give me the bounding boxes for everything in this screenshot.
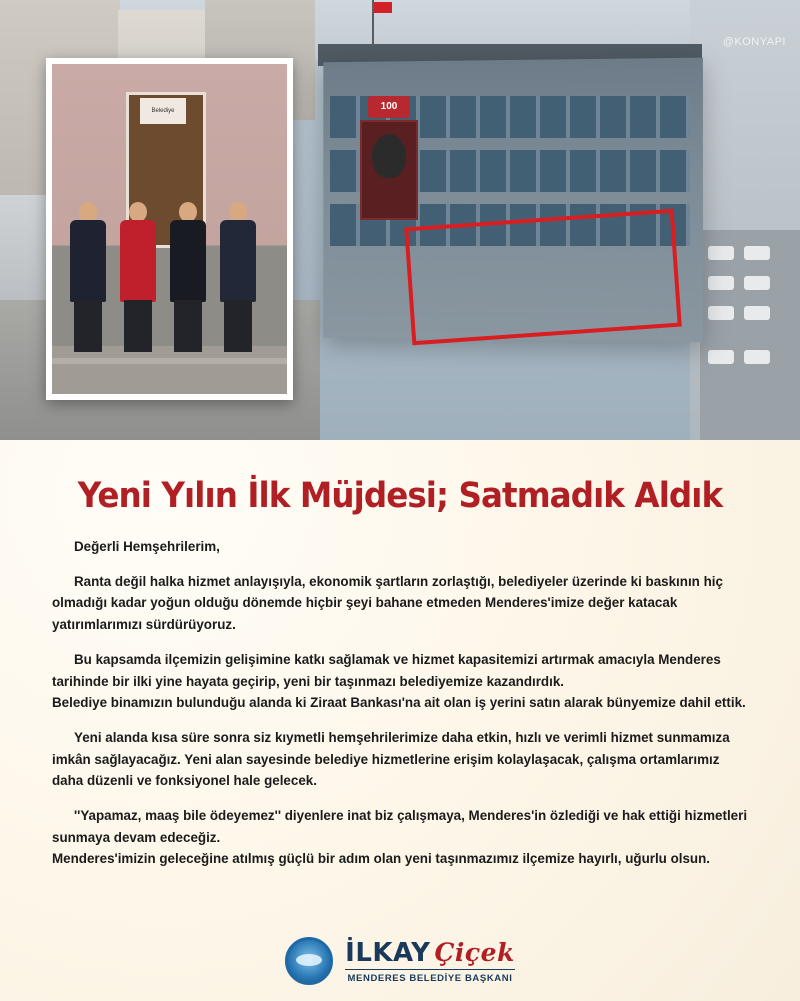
paragraph-3: Belediye binamızın bulunduğu alanda ki Ziraat Bankası'na ait olan iş yerini satın alarak bünyemize dahil ettik. — [52, 695, 746, 711]
turkish-flag — [374, 2, 392, 13]
door-sign: Belediye — [140, 98, 186, 124]
letter-body — [0, 522, 800, 870]
stair-step — [52, 358, 287, 364]
centenary-badge: 100 — [368, 96, 410, 118]
person-3 — [170, 202, 206, 352]
signature-text — [345, 938, 515, 984]
red-highlight-box — [404, 209, 682, 346]
signature-name — [345, 938, 515, 968]
signature-block — [0, 937, 800, 985]
paragraph-4: Yeni alanda kısa süre sonra siz kıymetli hemşehrilerimize daha etkin, hızlı ve verimli hizmet sunmamıza imkân sağlayacağız. Yeni alan sayesinde belediye hizmetlerine erişim kolaylaşacak, çalışma ortamlarımız daha düzenli ve fonksiyonel hale gelecek. — [52, 729, 730, 789]
inset-photo-frame — [46, 58, 293, 400]
inset-photo — [52, 64, 287, 394]
ground — [52, 346, 287, 394]
watermark-text: @KONYAPI — [722, 36, 786, 48]
person-4 — [220, 202, 256, 352]
person-1 — [70, 202, 106, 352]
signature-role: MENDERES BELEDİYE BAŞKANI — [345, 969, 515, 984]
paragraph-5: ''Yapamaz, maaş bile ödeyemez'' diyenlere inat biz çalışmaya, Menderes'in özlediği ve hak ettiği hizmetleri sunmaya devam edeceğiz. — [52, 808, 748, 845]
paragraph-6: Menderes'imizin geleceğine atılmış güçlü bir adım olan yeni taşınmazımız ilçemize hayırlı, uğurlu olsun. — [52, 851, 711, 867]
municipality-logo-icon — [285, 937, 333, 985]
page-title: Yeni Yılın İlk Müjdesi; Satmadık Aldık — [77, 476, 723, 516]
person-2 — [120, 202, 156, 352]
signature-first-name: İLKAY — [345, 938, 431, 968]
paragraph-2: Bu kapsamda ilçemizin gelişimine katkı sağlamak ve hizmet kapasitemizi artırmak amacıyla Menderes tarihinde bir ilki yine hayata geçirip, yeni bir taşınmazı belediyemize kazandırdık. — [52, 651, 721, 689]
car-park — [700, 230, 800, 440]
photo-banner — [0, 0, 800, 440]
letter-section — [0, 440, 800, 1001]
ataturk-portrait — [360, 120, 418, 220]
signature-last-name: Çiçek — [434, 938, 515, 967]
salutation: Değerli Hemşehrilerim, — [74, 539, 220, 554]
paragraph-1: Ranta değil halka hizmet anlayışıyla, ekonomik şartların zorlaştığı, belediyeler üzerinde ki baskının hiç olmadığı kadar yoğun olduğu dönemde hiçbir şeyi bahane etmeden Menderes'imize değer katacak yatırımlarımızı sürdürüyoruz. — [52, 573, 723, 633]
